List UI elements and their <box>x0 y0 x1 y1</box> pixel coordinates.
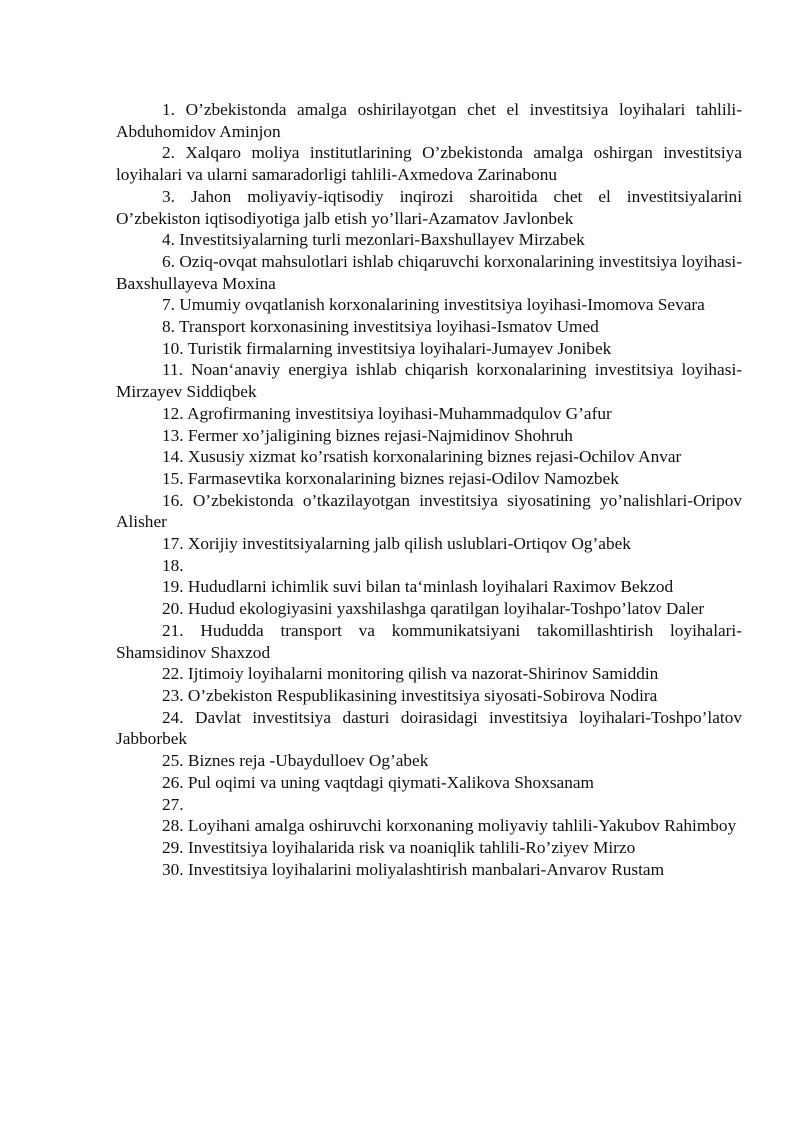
topic-item-1: 1. O’zbekistonda amalga oshirilayotgan chet el investitsiya loyihalari tahlili-Abduhomidov Aminjon <box>116 100 742 141</box>
topic-item-29: 29. Investitsiya loyihalarida risk va noaniqlik tahlili-Ro’ziyev Mirzo <box>162 837 636 857</box>
topic-item-2: 2. Xalqaro moliya institutlarining O’zbekistonda amalga oshirgan investitsiya loyihalari va ularni samaradorligi tahlili-Axmedova Zarinabonu <box>116 143 742 185</box>
topic-item-6: 6. Oziq-ovqat mahsulotlari ishlab chiqaruvchi korxonalarining investitsiya loyihasi-Baxshullayeva Moxina <box>116 251 742 293</box>
topic-item-17: 17. Xorijiy investitsiyalarning jalb qilish uslublari-Ortiqov Og’abek <box>162 534 631 554</box>
topic-item-28: 28. Loyihani amalga oshiruvchi korxonaning moliyaviy tahlili-Yakubov Rahimboy <box>162 816 737 836</box>
topic-list <box>116 99 742 880</box>
topic-item-7: 7. Umumiy ovqatlanish korxonalarining investitsiya loyihasi-Imomova Sevara <box>162 295 705 315</box>
topic-item-20: 20. Hudud ekologiyasini yaxshilashga qaratilgan loyihalar-Toshpo’latov Daler <box>162 599 705 619</box>
topic-item-27: 27. <box>162 794 184 814</box>
topic-item-22: 22. Ijtimoiy loyihalarni monitoring qilish va nazorat-Shirinov Samiddin <box>162 664 659 684</box>
topic-item-19: 19. Hududlarni ichimlik suvi bilan ta‘minlash loyihalari Raximov Bekzod <box>162 577 674 597</box>
topic-item-4: 4. Investitsiyalarning turli mezonlari-Baxshullayev Mirzabek <box>162 230 585 250</box>
topic-item-8: 8. Transport korxonasining investitsiya loyihasi-Ismatov Umed <box>162 317 599 337</box>
topic-item-15: 15. Farmasevtika korxonalarining biznes rejasi-Odilov Namozbek <box>162 468 619 488</box>
topic-item-16: 16. O’zbekistonda o’tkazilayotgan investitsiya siyosatining yo’nalishlari-Oripov Alisher <box>116 490 742 532</box>
topic-item-11: 11. Noan‘anaviy energiya ishlab chiqarish korxonalarining investitsiya loyihasi-Mirzayev Siddiqbek <box>116 360 742 402</box>
topic-item-13: 13. Fermer xo’jaligining biznes rejasi-Najmidinov Shohruh <box>162 425 573 445</box>
topic-item-12: 12. Agrofirmaning investitsiya loyihasi-Muhammadqulov G’afur <box>162 403 612 423</box>
topic-item-24: 24. Davlat investitsiya dasturi doirasidagi investitsiya loyihalari-Toshpo’latov Jabborbek <box>116 707 742 749</box>
topic-item-26: 26. Pul oqimi va uning vaqtdagi qiymati-Xalikova Shoxsanam <box>162 772 594 792</box>
topic-item-30: 30. Investitsiya loyihalarini moliyalashtirish manbalari-Anvarov Rustam <box>162 859 665 879</box>
topic-item-18: 18. <box>162 555 184 575</box>
topic-item-10: 10. Turistik firmalarning investitsiya loyihalari-Jumayev Jonibek <box>162 338 612 358</box>
topic-item-25: 25. Biznes reja -Ubaydulloev Og’abek <box>162 751 429 771</box>
topic-item-3: 3. Jahon moliyaviy-iqtisodiy inqirozi sharoitida chet el investitsiyalarini O’zbekiston iqtisodiyotiga jalb etish yo’llari-Azamatov Javlonbek <box>116 186 742 228</box>
topic-item-21: 21. Hududda transport va kommunikatsiyani takomillashtirish loyihalari-Shamsidinov Shaxzod <box>116 620 742 662</box>
topic-item-14: 14. Xususiy xizmat ko’rsatish korxonalarining biznes rejasi-Ochilov Anvar <box>162 447 682 467</box>
topic-item-23: 23. O’zbekiston Respublikasining investitsiya siyosati-Sobirova Nodira <box>162 685 658 705</box>
